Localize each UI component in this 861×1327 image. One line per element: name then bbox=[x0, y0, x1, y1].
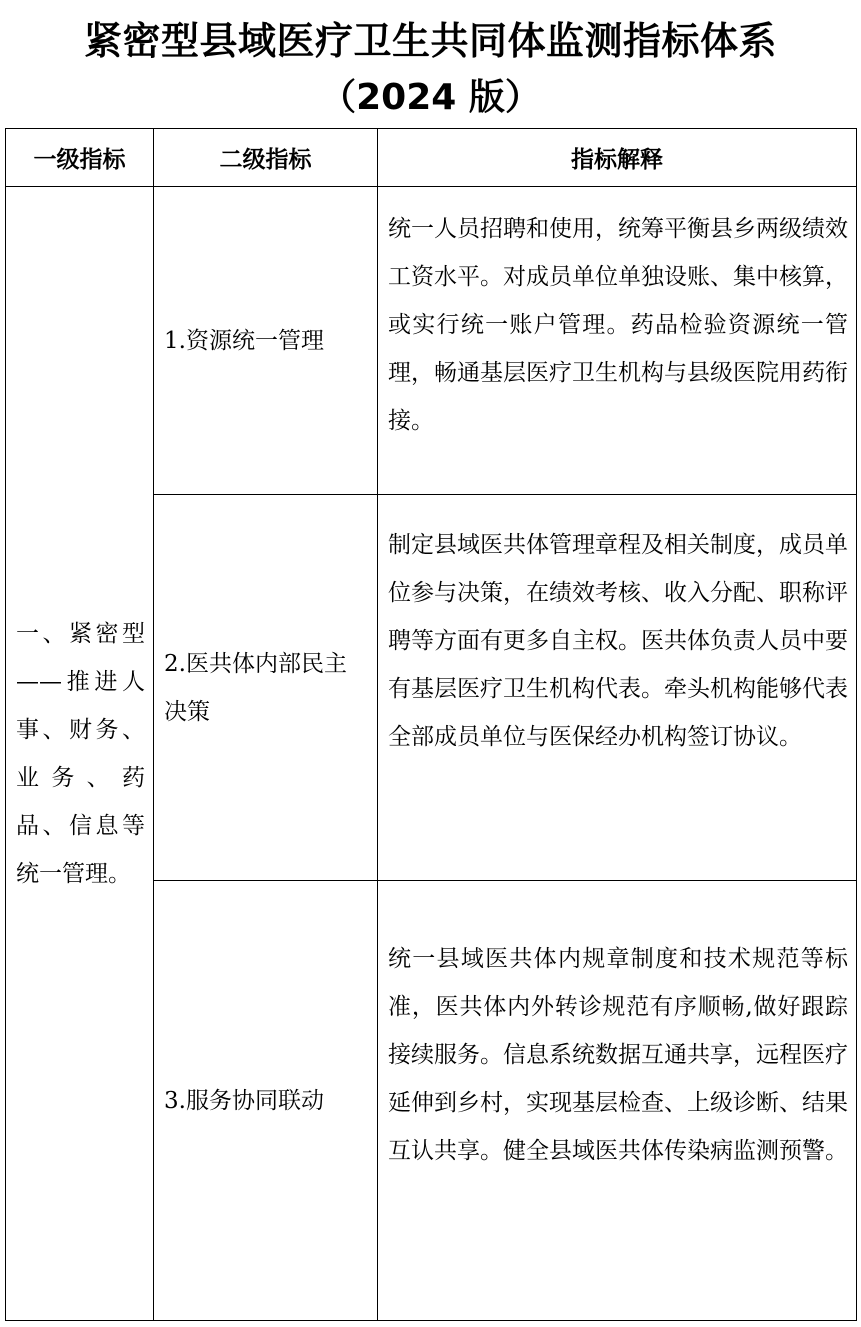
document-title: 紧密型县域医疗卫生共同体监测指标体系 bbox=[83, 19, 777, 63]
explanation-cell: 统一县域医共体内规章制度和技术规范等标准，医共体内外转诊规范有序顺畅,做好跟踪接续服务。信息系统数据互通共享，远程医疗延伸到乡村，实现基层检查、上级诊断、结果互认共享。健全县域医共体传染病监测预警。 bbox=[378, 881, 857, 1321]
header-level2: 二级指标 bbox=[154, 129, 378, 187]
level2-indicator-cell: 3.服务协同联动 bbox=[154, 881, 378, 1321]
explanation-cell: 制定县域医共体管理章程及相关制度，成员单位参与决策，在绩效考核、收入分配、职称评聘等方面有更多自主权。医共体负责人员中要有基层医疗卫生机构代表。牵头机构能够代表全部成员单位与医保经办机构签订协议。 bbox=[378, 495, 857, 881]
level2-indicator-cell: 2.医共体内部民主决策 bbox=[154, 495, 378, 881]
document-edition: （2024 版） bbox=[320, 77, 541, 118]
indicator-table bbox=[5, 128, 857, 1321]
header-level1: 一级指标 bbox=[6, 129, 154, 187]
level2-indicator-cell: 1.资源统一管理 bbox=[154, 187, 378, 495]
table-header-row bbox=[6, 129, 857, 187]
level1-indicator-cell: 一、紧密型——推进人事、财务、业务、药品、信息等统一管理。 bbox=[6, 187, 154, 1321]
explanation-cell: 统一人员招聘和使用，统筹平衡县乡两级绩效工资水平。对成员单位单独设账、集中核算，或实行统一账户管理。药品检验资源统一管理，畅通基层医疗卫生机构与县级医院用药衔接。 bbox=[378, 187, 857, 495]
table-row bbox=[6, 187, 857, 495]
header-explanation: 指标解释 bbox=[378, 129, 857, 187]
